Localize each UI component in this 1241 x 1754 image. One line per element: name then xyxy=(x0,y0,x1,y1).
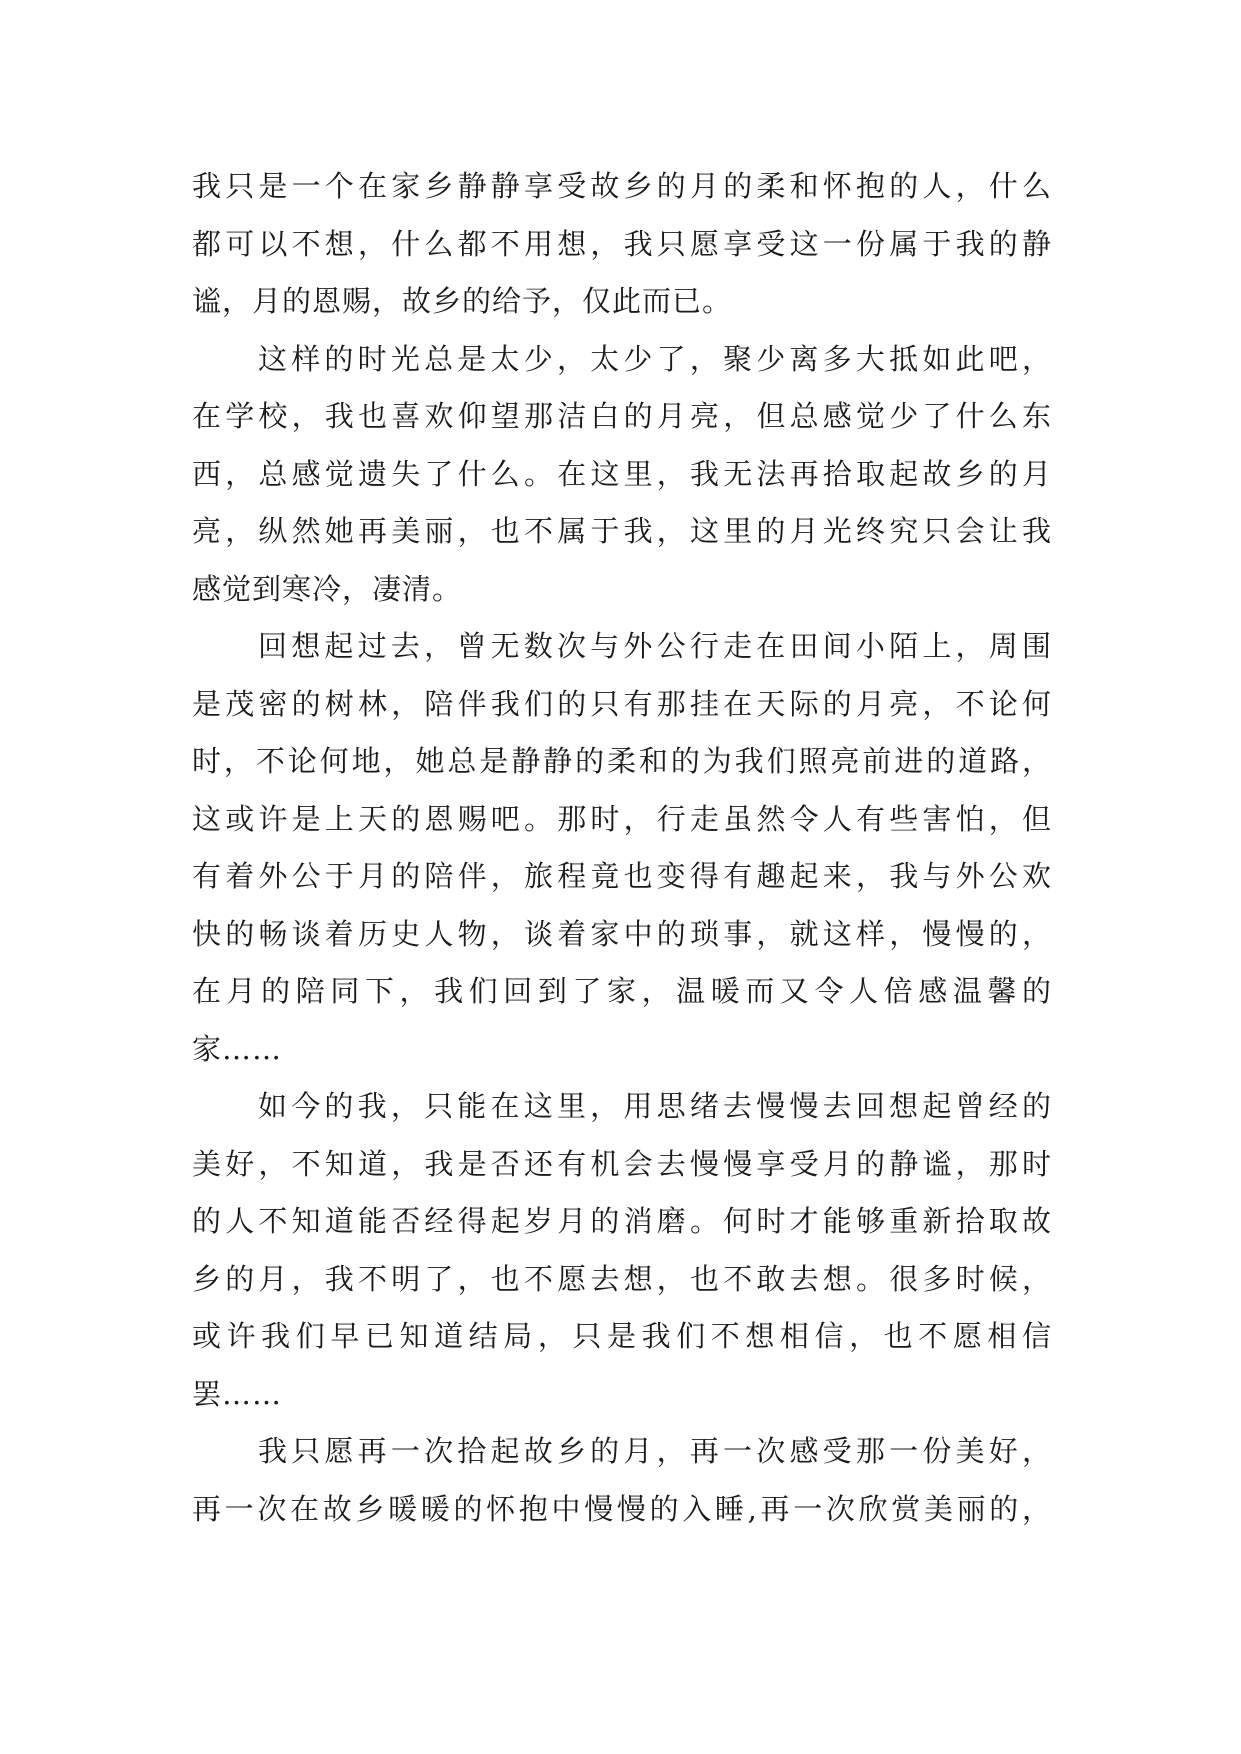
paragraph-4-line-2: 美好，不知道，我是否还有机会去慢慢享受月的静谧，那时 xyxy=(192,1146,1052,1181)
paragraph-2-line-5: 感觉到寒冷，凄清。 xyxy=(192,571,463,606)
paragraph-3-line-1: 回想起过去，曾无数次与外公行走在田间小陌上，周围 xyxy=(258,629,1052,663)
paragraph-1-line-1: 我只是一个在家乡静静享受故乡的月的柔和怀抱的人，什么 xyxy=(192,169,1052,203)
paragraph-5-line-1: 我只愿再一次拾起故乡的月，再一次感受那一份美好， xyxy=(258,1434,1052,1468)
paragraph-3-line-4: 这或许是上天的恩赐吧。那时，行走虽然令人有些害怕，但 xyxy=(192,801,1052,836)
paragraph-3-line-6: 快的畅谈着历史人物，谈着家中的琐事，就这样，慢慢的， xyxy=(192,916,1052,951)
paragraph-4-line-1: 如今的我，只能在这里，用思绪去慢慢去回想起曾经的 xyxy=(258,1089,1052,1123)
paragraph-3-line-2: 是茂密的树林，陪伴我们的只有那挂在天际的月亮，不论何 xyxy=(192,686,1052,721)
paragraph-2-line-1: 这样的时光总是太少，太少了，聚少离多大抵如此吧， xyxy=(258,341,1052,376)
paragraph-5-line-2: 再一次在故乡暖暖的怀抱中慢慢的入睡,再一次欣赏美丽的， xyxy=(192,1491,1052,1526)
paragraph-2-line-3: 西，总感觉遗失了什么。在这里，我无法再拾取起故乡的月 xyxy=(192,456,1052,491)
paragraph-1-line-3: 谧，月的恩赐，故乡的给予，仅此而已。 xyxy=(192,284,733,318)
paragraph-2-line-4: 亮，纵然她再美丽，也不属于我，这里的月光终究只会让我 xyxy=(192,514,1052,548)
paragraph-4-line-3: 的人不知道能否经得起岁月的消磨。何时才能够重新拾取故 xyxy=(192,1204,1052,1238)
paragraph-3-line-3: 时，不论何地，她总是静静的柔和的为我们照亮前进的道路， xyxy=(192,744,1052,778)
paragraph-3-line-5: 有着外公于月的陪伴，旅程竟也变得有趣起来，我与外公欢 xyxy=(192,859,1052,893)
paragraph-4-line-5: 或许我们早已知道结局，只是我们不想相信，也不愿相信 xyxy=(192,1319,1052,1353)
paragraph-4-line-4: 乡的月，我不明了，也不愿去想，也不敢去想。很多时候， xyxy=(192,1261,1052,1296)
paragraph-2-line-2: 在学校，我也喜欢仰望那洁白的月亮，但总感觉少了什么东 xyxy=(192,399,1052,433)
document-body xyxy=(192,158,1052,1538)
paragraph-1-line-2: 都可以不想，什么都不用想，我只愿享受这一份属于我的静 xyxy=(192,226,1052,261)
paragraph-3-line-8: 家…… xyxy=(192,1031,283,1066)
paragraph-3-line-7: 在月的陪同下，我们回到了家，温暖而又令人倍感温馨的 xyxy=(192,974,1052,1008)
paragraph-4-line-6: 罢…… xyxy=(192,1376,283,1411)
